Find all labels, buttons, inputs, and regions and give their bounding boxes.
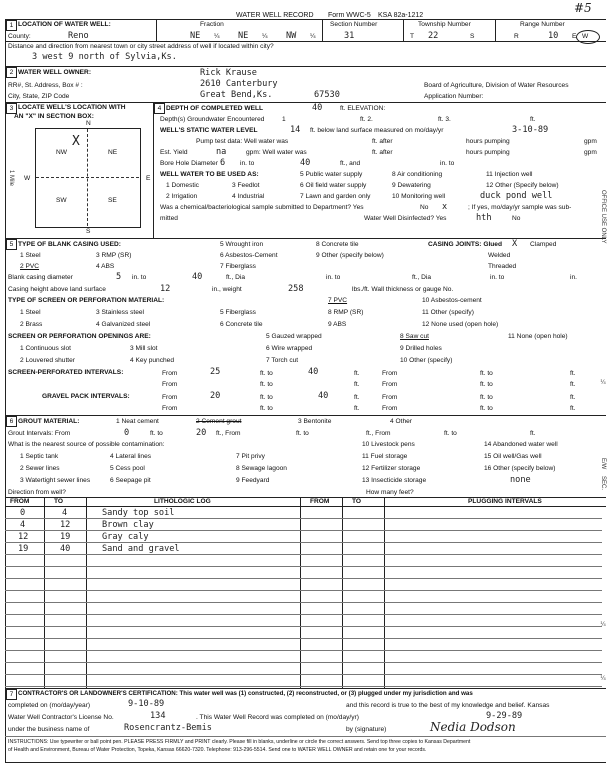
contamination-label: What is the nearest source of possible contamination: <box>8 441 165 448</box>
business-label: under the business name of <box>8 726 90 733</box>
screen-type-label: TYPE OF SCREEN OR PERFORATION MATERIAL: <box>8 297 165 304</box>
log-to-header: TO <box>54 498 64 505</box>
signature-label: by (signature) <box>346 726 387 733</box>
use-option: 5 Public water supply <box>300 171 363 178</box>
contam-option: 5 Cess pool <box>110 465 145 472</box>
owner-name: Rick Krause <box>200 68 257 78</box>
how-many-label: How many feet? <box>366 489 414 496</box>
yield-hours: hours pumping <box>466 149 510 156</box>
weight-label: in., weight <box>212 286 242 293</box>
compass-w: W <box>24 175 31 182</box>
use-label: WELL WATER TO BE USED AS: <box>160 171 259 178</box>
quarter-symbol: ¼ <box>262 33 268 40</box>
range-r: R <box>514 33 519 40</box>
diameter-in-to-3: in. to <box>490 274 505 281</box>
perf-from-label-4: From <box>382 381 398 388</box>
fraction-label: Fraction <box>200 21 224 28</box>
log-row-desc: Brown clay <box>102 520 154 530</box>
log-row-desc: Sandy top soil <box>102 508 175 518</box>
board-label: Board of Agriculture, Division of Water Resources <box>424 82 569 89</box>
contam-option: 8 Sewage lagoon <box>236 465 287 472</box>
height-label: Casing height above land surface <box>8 286 106 293</box>
screen-option: 2 Brass <box>20 321 43 328</box>
grout-ft-to-3: ft. to <box>444 430 457 437</box>
township-value: 22 <box>428 31 439 41</box>
township-t: T <box>410 33 415 40</box>
range-label: Range Number <box>520 21 565 28</box>
gravel-to-label-2: ft. to <box>480 394 493 401</box>
perf-to-label-4: ft. to <box>480 381 493 388</box>
yield-after: ft. after <box>372 149 393 156</box>
screen-option: 9 ABS <box>328 321 347 328</box>
locate-label-2: AN "X" IN SECTION BOX: <box>14 113 94 120</box>
owner-zip: 67530 <box>314 90 340 100</box>
casing-selected-pvc: 2 PVC <box>20 263 40 270</box>
log-row-line <box>5 590 602 591</box>
opening-option: 1 Continuous slot <box>20 345 71 352</box>
use-option: 9 Dewatering <box>392 182 431 189</box>
disinfect-value: hth <box>476 213 492 223</box>
log-row-line <box>5 626 602 627</box>
screen-option: 3 Stainless steel <box>96 309 145 316</box>
grout-ft-to: ft. to <box>150 430 163 437</box>
opening-option: 7 Torch cut <box>266 357 299 364</box>
use-other-value: duck pond well <box>480 191 553 201</box>
gravel-to-label-4: ft. to <box>480 405 493 412</box>
joints-welded: Welded <box>488 252 511 259</box>
grout-from-value: 0 <box>124 428 130 438</box>
depth-label: DEPTH OF COMPLETED WELL <box>166 105 264 112</box>
grout-ft-to-2: ft. to <box>296 430 309 437</box>
contam-option: 9 Feedyard <box>236 477 270 484</box>
mile-label: 1 Mile <box>8 170 14 187</box>
form-title: WATER WELL RECORD <box>236 12 314 19</box>
gravel-from-label: From <box>162 394 178 401</box>
log-row-line <box>5 638 602 639</box>
license-label: Water Well Contractor's License No. <box>8 714 114 721</box>
lithologic-log-header: LITHOLOGIC LOG <box>154 498 211 505</box>
yield-gpm: gpm: Well water was <box>246 149 307 156</box>
casing-option: 6 Asbestos-Cement <box>220 252 278 259</box>
log-row-line <box>5 554 602 555</box>
pump-gpm: gpm <box>584 138 597 145</box>
screen-option: 11 Other (specify) <box>422 309 474 316</box>
chem-no: No <box>420 204 429 211</box>
screen-option: 8 RMP (SR) <box>328 309 364 316</box>
diameter-in-to-2: in. to <box>326 274 341 281</box>
disinfect-no: No <box>512 215 521 222</box>
use-option: 3 Feedlot <box>232 182 260 189</box>
margin-quarter: ¼ <box>600 380 606 386</box>
diameter-ft-dia: ft., Dia <box>226 274 246 281</box>
screen-option: 1 Steel <box>20 309 41 316</box>
opening-selected-saw: 8 Saw cut <box>400 333 429 340</box>
contam-option: 15 Oil well/Gas well <box>484 453 542 460</box>
fraction-q3: NW <box>286 31 297 41</box>
location-label: LOCATION OF WATER WELL: <box>18 21 111 28</box>
range-w: W <box>582 33 589 40</box>
opening-option: 2 Louvered shutter <box>20 357 75 364</box>
distance-label: Distance and direction from nearest town or city street address of well if located within city? <box>8 43 274 50</box>
log-row-line <box>5 614 602 615</box>
perf-to-label: ft. to <box>260 370 273 377</box>
use-option: 4 Industrial <box>232 193 265 200</box>
quadrant-se: SE <box>108 197 117 204</box>
grout-option: 3 Bentonite <box>298 418 332 425</box>
lbs-label: lbs./ft. Wall thickness or gauge No. <box>352 286 454 293</box>
gravel-to-value: 40 <box>318 391 329 401</box>
grout-label: GROUT MATERIAL: <box>18 418 80 425</box>
bore-value: 6 <box>220 158 226 168</box>
static-label: WELL'S STATIC WATER LEVEL <box>160 127 258 134</box>
section-number-label: Section Number <box>330 21 378 28</box>
plug-from-header: FROM <box>310 498 330 505</box>
section-1-number: 1 <box>6 20 17 31</box>
compass-s: S <box>86 228 91 235</box>
perf-to-label-3: ft. to <box>260 381 273 388</box>
contam-option: 12 Fertilizer storage <box>362 465 421 472</box>
owner-label: WATER WELL OWNER: <box>18 69 92 76</box>
log-row-desc: Gray caly <box>102 532 149 542</box>
log-row-line <box>5 662 602 663</box>
log-row-to: 19 <box>60 532 71 542</box>
contam-option: 7 Pit privy <box>236 453 265 460</box>
screen-option: 6 Concrete tile <box>220 321 263 328</box>
perf-from-value: 25 <box>210 367 221 377</box>
use-option: 12 Other (Specify below) <box>486 182 559 189</box>
casing-option: 9 Other (specify below) <box>316 252 384 259</box>
business-name: Rosencrantz-Bemis <box>124 723 212 733</box>
section-3-number: 3 <box>6 103 17 114</box>
static-value: 14 <box>290 125 301 135</box>
use-option: 10 Monitoring well <box>392 193 446 200</box>
form-number: Form WWC-5 <box>328 12 371 19</box>
gravel-ft: ft. <box>354 394 360 401</box>
well-location-x: X <box>72 134 80 149</box>
margin-quarter: ¼ <box>600 676 606 682</box>
joints-label: CASING JOINTS: Glued <box>428 241 503 248</box>
fraction-q1: NE <box>190 31 201 41</box>
plugging-intervals-header: PLUGGING INTERVALS <box>468 498 542 505</box>
address-label: RR#, St. Address, Box # : <box>8 82 83 89</box>
range-value: 10 <box>548 31 559 41</box>
diameter-ft-dia-2: ft., Dia <box>412 274 432 281</box>
distance-value: 3 west 9 north of Sylvia,Ks. <box>32 52 177 62</box>
groundwater-label: Depth(s) Groundwater Encountered <box>160 116 265 123</box>
perf-ft-4: ft. <box>570 381 576 388</box>
section-6-number: 6 <box>6 416 17 427</box>
perf-ft-3: ft. <box>354 381 360 388</box>
city-label: City, State, ZIP Code <box>8 93 70 100</box>
opening-option: 10 Other (specify) <box>400 357 453 364</box>
gravel-from-label-4: From <box>382 405 398 412</box>
fraction-q2: NE <box>238 31 249 41</box>
yield-label: Est. Yield <box>160 149 188 156</box>
certification-completed-label: completed on (mo/day/year) <box>8 702 91 709</box>
perf-to-label-2: ft. to <box>480 370 493 377</box>
township-s: S <box>470 33 475 40</box>
depth-value: 40 <box>312 103 323 113</box>
record-date: 9-29-89 <box>486 711 523 721</box>
bore-in-to-2: in. to <box>440 160 455 167</box>
completed-date: 9-10-89 <box>128 699 165 709</box>
joints-threaded: Threaded <box>488 263 517 270</box>
log-row-desc: Sand and gravel <box>102 544 180 554</box>
contam-option: 4 Lateral lines <box>110 453 152 460</box>
casing-option: 3 RMP (SR) <box>96 252 132 259</box>
opening-option: 9 Drilled holes <box>400 345 442 352</box>
gw-1: 1 <box>282 116 286 123</box>
yield-gpm-2: gpm <box>584 149 597 156</box>
owner-city: Great Bend,Ks. <box>200 90 273 100</box>
owner-address: 2610 Canterbury <box>200 79 278 89</box>
perf-from-label-2: From <box>382 370 398 377</box>
use-option: 8 Air conditioning <box>392 171 443 178</box>
contam-none: none <box>510 475 531 485</box>
contam-option: 13 Insecticide storage <box>362 477 427 484</box>
compass-e: E <box>146 175 151 182</box>
screen-selected-pvc: 7 PVC <box>328 297 348 304</box>
gravel-ft-4: ft. <box>570 405 576 412</box>
corner-note: #5 <box>574 1 592 15</box>
use-option: 2 Irrigation <box>166 193 198 200</box>
record-completed-label: . This Water Well Record was completed on (mo/day/yr) <box>196 714 359 721</box>
margin-sec: SEC. <box>600 476 606 491</box>
gravel-label: GRAVEL PACK INTERVALS: <box>42 393 130 400</box>
gravel-to-label-3: ft. to <box>260 405 273 412</box>
direction-label: Direction from well? <box>8 489 66 496</box>
quarter-symbol: ¼ <box>214 33 220 40</box>
certification-line-1: CONTRACTOR'S OR LANDOWNER'S CERTIFICATION: This water well was (1) constructed, (2) reconstructed, or (3) plugged under my jurisdiction and was <box>18 690 473 697</box>
office-use-only: OFFICE USE ONLY <box>600 190 606 244</box>
screen-option: 12 None used (open hole) <box>422 321 499 328</box>
log-row-line <box>5 674 602 675</box>
use-option: 6 Oil field water supply <box>300 182 367 189</box>
casing-type-label: TYPE OF BLANK CASING USED: <box>18 241 121 248</box>
gravel-from-label-3: From <box>162 405 178 412</box>
margin-ew: E/W <box>600 458 606 470</box>
perf-from-label: From <box>162 370 178 377</box>
perf-from-label-3: From <box>162 381 178 388</box>
joints-clamped: Clamped <box>530 241 557 248</box>
diameter-in-end: in. <box>570 274 577 281</box>
height-value: 12 <box>160 284 171 294</box>
screen-option: 10 Asbestos-cement <box>422 297 482 304</box>
disinfect-label: Water Well Disinfected? Yes <box>364 215 447 222</box>
joints-x: X <box>512 239 518 249</box>
gw-2: ft. 2. <box>360 116 373 123</box>
contam-option: 16 Other (specify below) <box>484 465 556 472</box>
bore-in-to: in. to <box>240 160 255 167</box>
log-row-line <box>5 686 602 687</box>
quadrant-ne: NE <box>108 149 118 156</box>
quadrant-sw: SW <box>56 197 67 204</box>
range-e: E <box>572 33 577 40</box>
contam-option: 6 Seepage pit <box>110 477 151 484</box>
chem-label: Was a chemical/bacteriological sample submitted to Department? Yes <box>160 204 364 211</box>
grout-ft-end: ft. <box>530 430 536 437</box>
use-option: 1 Domestic <box>166 182 199 189</box>
chem-mitted: mitted <box>160 215 178 222</box>
log-row-line <box>5 650 602 651</box>
locate-label-1: LOCATE WELL'S LOCATION WITH <box>18 104 126 111</box>
diameter-in-to: in. to <box>132 274 147 281</box>
grout-option: 4 Other <box>390 418 412 425</box>
log-row-line <box>5 566 602 567</box>
elevation-label: ft. ELEVATION: <box>340 105 386 112</box>
perf-label: SCREEN-PERFORATED INTERVALS: <box>8 369 124 376</box>
pump-hours: hours pumping <box>466 138 510 145</box>
opening-option: 3 Mill slot <box>130 345 158 352</box>
gw-3: ft. 3. <box>438 116 451 123</box>
grout-to-value: 20 <box>196 428 207 438</box>
chem-x: x <box>442 202 448 212</box>
gravel-ft-2: ft. <box>570 394 576 401</box>
plug-to-header: TO <box>352 498 362 505</box>
casing-option: 5 Wrought iron <box>220 241 264 248</box>
section-box <box>35 128 141 228</box>
grout-selected-cement: 2 Cement grout <box>196 418 242 425</box>
gravel-from-value: 20 <box>210 391 221 401</box>
quarter-symbol: ¼ <box>310 33 316 40</box>
yield-value: na <box>216 147 227 157</box>
application-label: Application Number: <box>424 93 484 100</box>
log-row-to: 40 <box>60 544 71 554</box>
opening-option: 11 None (open hole) <box>508 333 568 340</box>
opening-option: 6 Wire wrapped <box>266 345 313 352</box>
log-row-line <box>5 530 602 531</box>
static-date: 3-10-89 <box>512 125 549 135</box>
bore-ft-and: ft., and <box>340 160 361 167</box>
section-number-value: 31 <box>344 31 355 41</box>
section-2-number: 2 <box>6 67 17 78</box>
form-ksa: KSA 82a-1212 <box>378 12 424 19</box>
license-value: 134 <box>150 711 166 721</box>
margin-quarter: ¼ <box>600 622 606 628</box>
county-label: County: <box>8 33 31 40</box>
openings-label: SCREEN OR PERFORATION OPENINGS ARE: <box>8 333 151 340</box>
log-row-from: 4 <box>20 520 26 530</box>
opening-option: 4 Key punched <box>130 357 174 364</box>
contam-option: 10 Livestock pens <box>362 441 415 448</box>
grout-option: 1 Neat cement <box>116 418 159 425</box>
diameter-value: 5 <box>116 272 122 282</box>
casing-option: 1 Steel <box>20 252 41 259</box>
log-row-line <box>5 602 602 603</box>
county-value: Reno <box>68 31 89 41</box>
gravel-to-label: ft. to <box>260 394 273 401</box>
perf-ft-2: ft. <box>570 370 576 377</box>
quadrant-nw: NW <box>56 149 67 156</box>
casing-option: 4 ABS <box>96 263 115 270</box>
log-row-from: 12 <box>18 532 29 542</box>
grout-intervals-label: Grout Intervals: From <box>8 430 71 437</box>
log-row-to: 12 <box>60 520 71 530</box>
certification-line-2b: and this record is true to the best of my knowledge and belief. Kansas <box>346 702 550 709</box>
compass-n: N <box>86 120 91 127</box>
section-7-number: 7 <box>6 689 17 700</box>
log-row-from: 0 <box>20 508 26 518</box>
perf-to-value: 40 <box>308 367 319 377</box>
log-from-header: FROM <box>10 498 30 505</box>
log-row-from: 19 <box>18 544 29 554</box>
log-row-line <box>5 518 602 519</box>
static-desc: ft. below land surface measured on mo/day/yr <box>310 127 444 134</box>
log-row-line <box>5 542 602 543</box>
grout-ft-from: ft., From <box>216 430 241 437</box>
chem-if-yes: ; If yes, mo/day/yr sample was sub- <box>468 204 572 211</box>
use-option: 7 Lawn and garden only <box>300 193 371 200</box>
contam-option: 14 Abandoned water well <box>484 441 558 448</box>
contam-option: 3 Watertight sewer lines <box>20 477 91 484</box>
screen-option: 4 Galvanized steel <box>96 321 151 328</box>
perf-ft: ft. <box>354 370 360 377</box>
log-row-to: 4 <box>62 508 68 518</box>
grout-ft-from-2: ft., From <box>366 430 391 437</box>
section-5-number: 5 <box>6 239 17 250</box>
diameter-label: Blank casing diameter <box>8 274 73 281</box>
casing-option: 8 Concrete tile <box>316 241 359 248</box>
gravel-ft-3: ft. <box>354 405 360 412</box>
use-option: 11 Injection well <box>486 171 533 178</box>
signature: Nedia Dodson <box>430 720 516 734</box>
gravel-from-label-2: From <box>382 394 398 401</box>
diameter-to-value: 40 <box>192 272 203 282</box>
casing-option: 7 Fiberglass <box>220 263 256 270</box>
log-row-line <box>5 578 602 579</box>
township-label: Township Number <box>418 21 471 28</box>
screen-option: 5 Fiberglass <box>220 309 256 316</box>
pump-after: ft. after <box>372 138 393 145</box>
weight-value: 258 <box>288 284 304 294</box>
pump-label: Pump test data: Well water was <box>196 138 289 145</box>
bore-to-value: 40 <box>300 158 311 168</box>
contam-option: 1 Septic tank <box>20 453 59 460</box>
opening-option: 5 Gauzed wrapped <box>266 333 322 340</box>
instructions-line-1: INSTRUCTIONS: Use typewriter or ball point pen. PLEASE PRESS FIRMLY and PRINT clearly. Please fill in blanks, underline or circle the correct answers. Send top three copies to Kansas Department <box>8 739 471 745</box>
contam-option: 2 Sewer lines <box>20 465 60 472</box>
contam-option: 11 Fuel storage <box>362 453 408 460</box>
bore-label: Bore Hole Diameter <box>160 160 218 167</box>
gw-ft: ft. <box>530 116 536 123</box>
instructions-line-2: of Health and Environment, Bureau of Water Protection, Topeka, Kansas 66620-7320. Telephone: 913-296-5514. Send one to WATER WELL OWNER and retain one for your records. <box>8 747 427 753</box>
section-4-number: 4 <box>154 103 165 114</box>
